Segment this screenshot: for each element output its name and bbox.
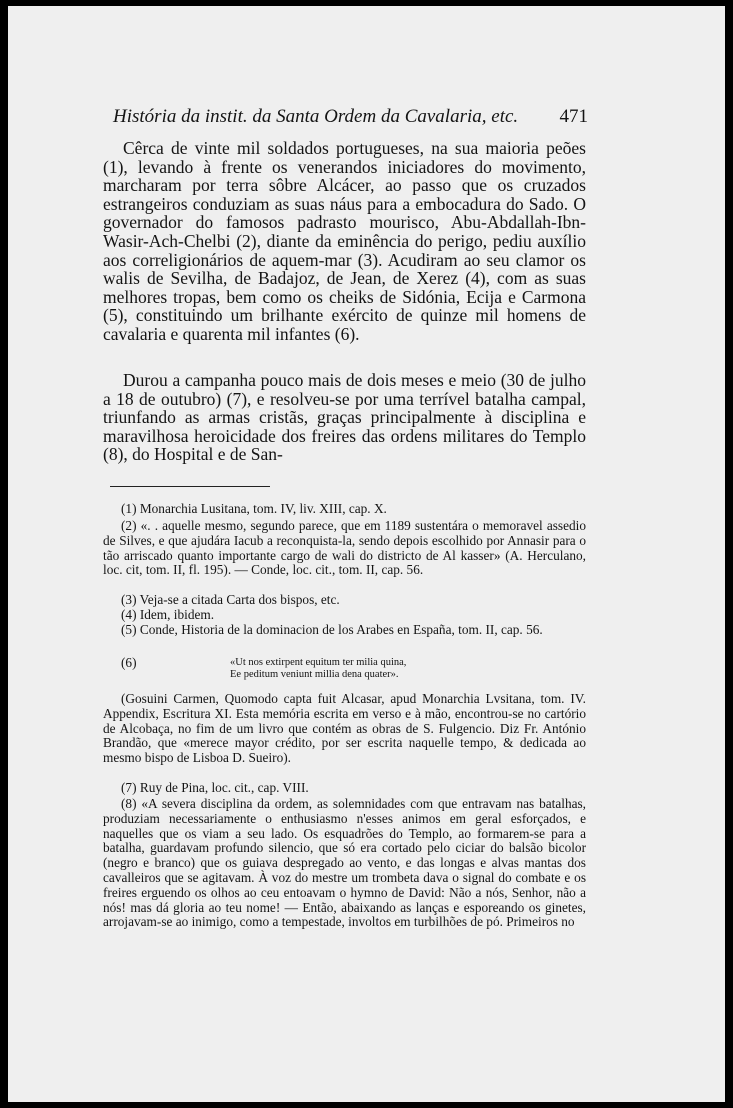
footnote-7: (7) Ruy de Pina, loc. cit., cap. VIII. xyxy=(121,780,309,795)
footnote-2: (2) «. . aquelle mesmo, segundo parece, que em 1189 sustentára o memoravel assedio de Silves, e que ajudára Iacub a reconquista-la, sendo depois escolhido por Annasir para o tão arriscado quanto importante cargo de wali do districto de Al kasser» (A. Herculano, loc. cit, tom. II, fl. 195). — Conde, loc. cit., tom. II, cap. 56. xyxy=(103,518,586,578)
verse-line-2: Ee peditum veniunt millia dena quater». xyxy=(230,669,399,680)
footnote-6-marker: (6) xyxy=(121,655,137,670)
page-number: 471 xyxy=(559,106,588,127)
running-header xyxy=(113,106,588,130)
footnote-6-source: (Gosuini Carmen, Quomodo capta fuit Alcasar, apud Monarchia Lvsitana, tom. IV. Appendix, Escritura XI. Esta memória escrita em verso e à mão, encontrou-se no cartório de Alcobaça, no fim de um livro que contém as obras de S. Fulgencio. Diz Fr. António Brandão, que «merece mayor crédito, por ser escrita naquelle tempo, & dedicada ao mesmo bispo de Lisboa D. Sueiro). xyxy=(103,691,586,766)
verse-line-1: «Ut nos extirpent equitum ter milia quina, xyxy=(230,657,407,668)
footnote-3: (3) Veja-se a citada Carta dos bispos, etc. xyxy=(121,592,340,607)
footnote-6-verse xyxy=(230,657,406,681)
footnote-4: (4) Idem, ibidem. xyxy=(121,607,215,622)
footnote-1: (1) Monarchia Lusitana, tom. IV, liv. XIII, cap. X. xyxy=(121,501,387,516)
paragraph-2: Durou a campanha pouco mais de dois meses e meio (30 de julho a 18 de outubro) (7), e resolveu-se por uma terrível batalha campal, triunfando as armas cristãs, graças principalmente à disciplina e maravilhosa heroicidade dos freires das ordens militares do Templo (8), do Hospital e de San- xyxy=(103,370,586,465)
footnote-8: (8) «A severa disciplina da ordem, as solemnidades com que entravam nas batalhas, produziam necessariamente o enthusiasmo n'esses animos em geral esforçados, e naquelles que os viam a seu lado. Os esquadrões do Templo, ao formarem-se para a batalha, guardavam profundo silencio, que só era cortado pelo ciciar do balsão bicolor (negro e branco) que os guiava despregado ao vento, e das longas e alvas mantas dos cavalleiros que se agitavam. À voz do mestre um trombeta dava o signal do combate e os freires erguendo os olhos ao ceu entoavam o hymno de David: Não a nós, Senhor, não a nós! mas dá gloria ao teu nome! — Então, abaixando as lanças e esporeando os ginetes, arrojavam-se ao inimigo, como a tempestade, involtos em turbilhões de pó. Primeiros no xyxy=(103,796,586,930)
header-title: História da instit. da Santa Ordem da Cavalaria, etc. xyxy=(113,106,519,127)
paragraph-1: Cêrca de vinte mil soldados portugueses, na sua maioria peões (1), levando à frente os venerandos iniciadores do movimento, marcharam por terra sôbre Alcácer, ao passo que os cruzados estrangeiros conduziam as suas náus para a embocadura do Sado. O governador do famosos padrasto mourisco, Abu-Abdallah-Ibn-Wasir-Ach-Chelbi (2), diante da eminência do perigo, pediu auxílio aos correligionários de aquem-mar (3). Acudiram ao seu clamor os walis de Sevilha, de Badajoz, de Jean, de Xerez (4), com as suas melhores tropas, bem como os cheiks de Sidónia, Ecija e Carmona (5), constituindo um brilhante exército de quinze mil homens de cavalaria e quarenta mil infantes (6). xyxy=(103,138,586,344)
footnote-5: (5) Conde, Historia de la dominacion de los Arabes en España, tom. II, cap. 56. xyxy=(121,622,543,637)
footnote-divider xyxy=(110,486,270,487)
book-page xyxy=(8,6,725,1102)
